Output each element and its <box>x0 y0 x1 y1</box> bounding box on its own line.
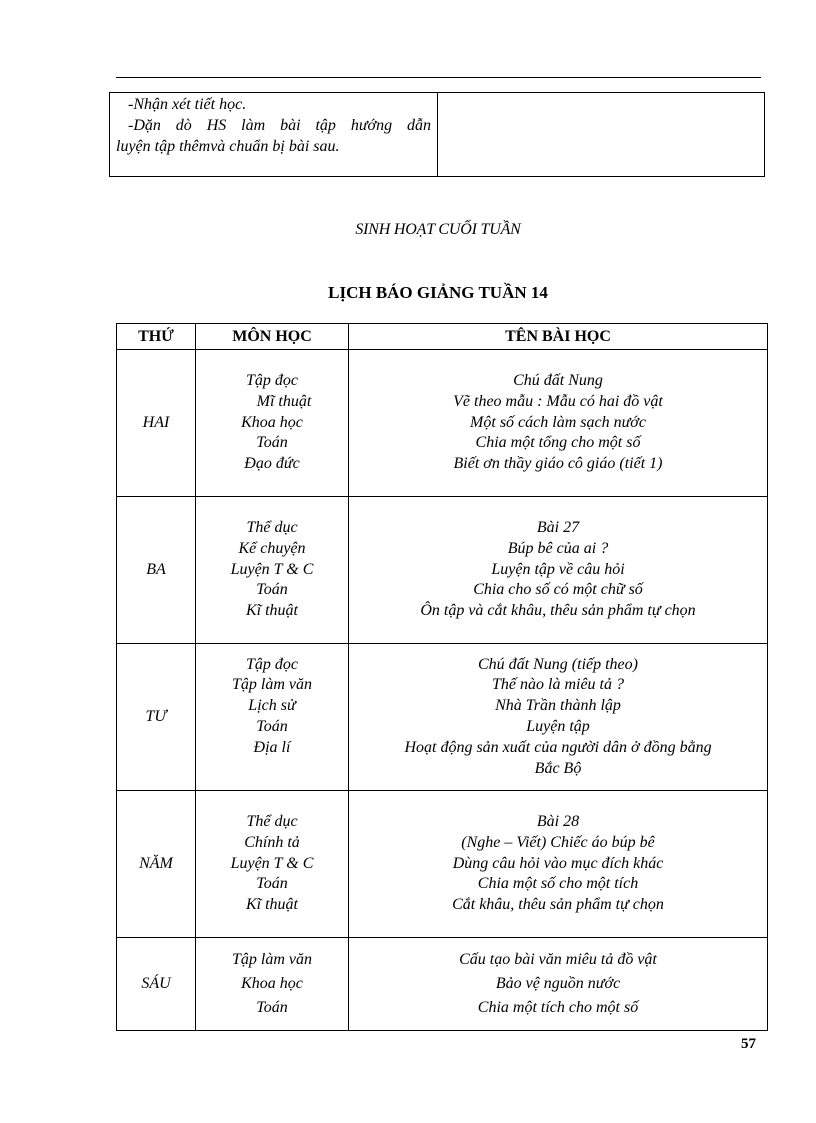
note-line: -Dặn dò HS làm bài tập hướng dẫn <box>128 117 431 134</box>
header-rule <box>116 77 761 78</box>
subject: Luyện T & C <box>230 854 314 872</box>
previous-lesson-table <box>109 92 765 177</box>
day-cell: BA <box>117 497 196 644</box>
lesson: Cấu tạo bài văn miêu tả đồ vật <box>459 951 657 968</box>
header-lesson: TÊN BÀI HỌC <box>349 324 768 350</box>
note-line: -Nhận xét tiết học. <box>128 96 247 113</box>
day-cell: NĂM <box>117 791 196 938</box>
lesson: Hoạt động sản xuất của người dân ở đồng bằng <box>404 738 712 756</box>
subject: Địa lí <box>253 738 291 756</box>
lesson: Chú đất Nung (tiếp theo) <box>478 655 638 673</box>
table-row <box>117 791 768 938</box>
lesson: Nhà Trần thành lập <box>495 697 621 715</box>
lesson: Vẽ theo mẫu : Mẫu có hai đồ vật <box>453 392 663 410</box>
lesson: Bắc Bộ <box>534 759 582 777</box>
lesson: (Nghe – Viết) Chiếc áo búp bê <box>461 833 655 851</box>
lesson-closing-notes <box>110 93 438 176</box>
lesson: Thế nào là miêu tả ? <box>492 676 624 694</box>
subject: Kể chuyện <box>238 539 306 557</box>
lessons-cell <box>349 644 768 791</box>
subjects-cell <box>196 938 349 1031</box>
lesson: Chú đất Nung <box>513 372 603 389</box>
subject: Khoa học <box>241 975 303 992</box>
table-row <box>117 938 768 1031</box>
subject: Tập đọc <box>246 655 298 673</box>
section-heading: SINH HOẠT CUỐI TUẦN <box>355 221 521 238</box>
subjects-cell <box>196 791 349 938</box>
subject: Thể dục <box>246 813 298 830</box>
subject: Toán <box>256 718 288 735</box>
header-day: THỨ <box>117 324 196 350</box>
subject: Luyện T & C <box>230 560 314 578</box>
lesson: Biết ơn thầy giáo cô giáo (tiết 1) <box>453 455 663 473</box>
subject: Khoa học <box>241 413 303 431</box>
lesson: Bài 28 <box>536 813 580 830</box>
day-cell: TƯ <box>117 644 196 791</box>
subject: Toán <box>256 581 288 599</box>
subjects-cell <box>196 497 349 644</box>
day-cell: HAI <box>117 350 196 497</box>
subject: Mĩ thuật <box>256 392 312 410</box>
lesson: Luyện tập về câu hỏi <box>491 560 625 578</box>
subject: Kĩ thuật <box>245 896 298 914</box>
table-row <box>117 644 768 791</box>
subject: Kĩ thuật <box>245 602 298 620</box>
lessons-cell <box>349 497 768 644</box>
header-row <box>117 324 768 350</box>
subject: Tập làm văn <box>232 676 312 694</box>
schedule-title: LỊCH BÁO GIẢNG TUẦN 14 <box>328 283 548 302</box>
subject: Toán <box>256 875 288 893</box>
lesson: Bài 27 <box>536 519 580 536</box>
lesson: Chia một số cho một tích <box>477 875 639 893</box>
table-row <box>117 497 768 644</box>
day-cell: SÁU <box>117 938 196 1031</box>
empty-cell <box>438 93 764 176</box>
note-line: luyện tập thêmvà chuẩn bị bài sau. <box>116 138 340 155</box>
table-row <box>117 350 768 497</box>
lesson: Một số cách làm sạch nước <box>470 413 646 431</box>
lessons-cell <box>349 938 768 1031</box>
lesson: Ôn tập và cắt khâu, thêu sản phẩm tự chọn <box>420 602 696 620</box>
lessons-cell <box>349 791 768 938</box>
lessons-cell <box>349 350 768 497</box>
subjects-cell <box>196 350 349 497</box>
subject: Tập đọc <box>246 372 298 389</box>
lesson: Dùng câu hỏi vào mục đích khác <box>452 854 664 872</box>
page-number: 57 <box>741 1036 756 1052</box>
subject: Toán <box>256 999 288 1016</box>
lesson: Bảo vệ nguồn nước <box>495 975 621 992</box>
subject: Tập làm văn <box>232 951 312 968</box>
lesson: Cắt khâu, thêu sản phẩm tự chọn <box>452 896 664 914</box>
subjects-cell <box>196 644 349 791</box>
subject: Lịch sử <box>248 697 296 715</box>
subject: Chính tả <box>244 833 300 851</box>
subject-spacer <box>196 759 348 780</box>
weekly-schedule-table <box>116 323 768 1031</box>
lesson: Luyện tập <box>526 718 590 735</box>
lesson: Chia một tổng cho một số <box>475 434 641 452</box>
header-subject: MÔN HỌC <box>196 324 349 350</box>
lesson: Chia cho số có một chữ số <box>473 581 643 599</box>
lesson: Chia một tích cho một số <box>477 999 639 1016</box>
subject: Thể dục <box>246 519 298 536</box>
subject: Toán <box>256 434 288 452</box>
subject: Đạo đức <box>244 455 300 473</box>
lesson: Búp bê của ai ? <box>507 539 609 557</box>
